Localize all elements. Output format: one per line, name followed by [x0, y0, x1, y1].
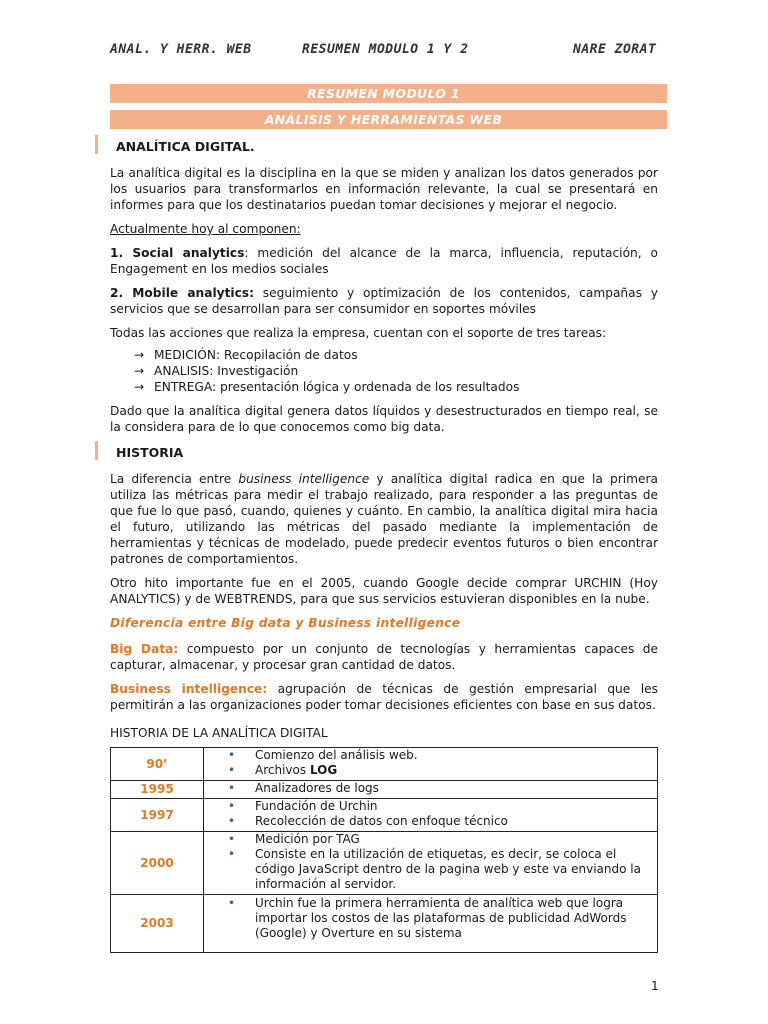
header-course: ANAL. Y HERR. WEB: [110, 42, 252, 57]
table-row: [111, 799, 658, 832]
social-analytics-item: [110, 245, 658, 277]
band-module-edge: [657, 84, 667, 103]
header-title: RESUMEN MODULO 1 Y 2: [302, 42, 469, 57]
social-analytics-label: 1. Social analytics: [110, 246, 245, 260]
section-title-analitica: ANALÍTICA DIGITAL.: [110, 139, 658, 155]
social-analytics-text: : medición del alcance de la marca, influencia, reputación, o Engagement en los medios sociales: [110, 246, 658, 276]
history-table: [110, 747, 658, 953]
list-item: • Recolección de datos con enfoque técnico: [228, 814, 653, 829]
intro-paragraph: La analítica digital es la disciplina en la que se miden y analizan los datos generados por los usuarios para transformarlos en información relevante, la cual se presentará en informes para que los destinatarios puedan tomar decisiones y mejorar el negocio.: [110, 166, 658, 212]
list-item: • Medición por TAG: [228, 832, 653, 847]
big-data-paragraph: Dado que la analítica digital genera datos líquidos y desestructurados en tiempo real, se la considera para de lo que conocemos como big data.: [110, 404, 658, 434]
mobile-analytics-text: seguimiento y optimización de los contenidos, campañas y servicios que se desarrollan para ser consumidor en soportes móviles: [110, 286, 659, 316]
tasks-intro: Todas las acciones que realiza la empresa, cuentan con el soporte de tres tareas:: [110, 326, 607, 340]
business-intelligence-label: Business intelligence:: [110, 682, 268, 696]
components-label: Actualmente hoy al componen:: [110, 222, 301, 236]
list-item: • Comienzo del análisis web.: [228, 748, 653, 763]
difference-title: Diferencia entre Big data y Business intelligence: [110, 616, 461, 630]
section-title-historia: HISTORIA: [110, 445, 658, 461]
big-data-definition: Big Data: compuesto por un conjunto de tecnologías y herramientas capaces de capturar, almacenar, y procesar gran cantidad de datos.: [110, 642, 658, 672]
band-subject: ANÁLISIS Y HERRAMIENTAS WEB: [110, 110, 657, 129]
mobile-analytics-item: [110, 285, 658, 317]
header-author: NARE ZORAT: [573, 42, 657, 57]
list-item: → MEDICIÓN: Recopilación de datos: [134, 348, 358, 362]
list-item: • Consiste en la utilización de etiquetas, es decir, se coloca el código JavaScript dentro de la pagina web y este va enviando la información al servidor.: [228, 847, 653, 892]
table-row: [111, 895, 658, 953]
list-item: • Fundación de Urchin: [228, 799, 653, 814]
historia-paragraph-2: Otro hito importante fue en el 2005, cuando Google decide comprar URCHIN (Hoy ANALYTICS) y de WEBTRENDS, para que sus servicios estuvieran disponibles en la nube.: [110, 576, 658, 606]
business-intelligence-definition: Business intelligence: agrupación de técnicas de gestión empresarial que les permitirán a las organizaciones poder tomar decisiones eficientes con base en sus datos.: [110, 682, 658, 712]
year-cell: 90’: [111, 748, 204, 781]
band-module: RESUMEN MODULO 1: [110, 84, 657, 103]
band-subject-edge: [657, 110, 667, 129]
year-cell: 2000: [111, 832, 204, 895]
year-cell: 1997: [111, 799, 204, 832]
table-row: [111, 832, 658, 895]
arrow-icon: →: [134, 364, 145, 378]
mobile-analytics-label: 2. Mobile analytics:: [110, 286, 254, 300]
big-data-label: Big Data:: [110, 642, 179, 656]
tasks-list: [110, 347, 658, 395]
page-number: 1: [651, 979, 659, 993]
year-cell: 2003: [111, 895, 204, 953]
list-item: → ANALISIS: Investigación: [134, 364, 299, 378]
table-title: HISTORIA DE LA ANALÍTICA DIGITAL: [110, 726, 328, 740]
list-item: → ENTREGA: presentación lógica y ordenada de los resultados: [134, 380, 520, 394]
year-cell: 1995: [111, 781, 204, 799]
list-item: • Archivos LOG: [228, 763, 653, 778]
arrow-icon: →: [134, 380, 145, 394]
document-body: [110, 133, 658, 953]
list-item: • Urchin fue la primera herramienta de analítica web que logra importar los costos de las plataformas de publicidad AdWords (Google) y Overture en su sistema: [228, 896, 653, 941]
list-item: • Analizadores de logs: [228, 781, 653, 796]
table-row: [111, 748, 658, 781]
arrow-icon: →: [134, 348, 145, 362]
table-row: [111, 781, 658, 799]
historia-paragraph-1: La diferencia entre business intelligence y analítica digital radica en que la primera utiliza las métricas para medir el trabajo realizado, para responder a las preguntas de que fue lo que pasó, cuando, quienes y cuánto. En cambio, la analítica digital mira hacia el futuro, utilizando las métricas del pasado mediante la implementación de herramientas y técnicas de modelado, puede predecir eventos futuros o bien encontrar patrones de comportamientos.: [110, 472, 658, 566]
